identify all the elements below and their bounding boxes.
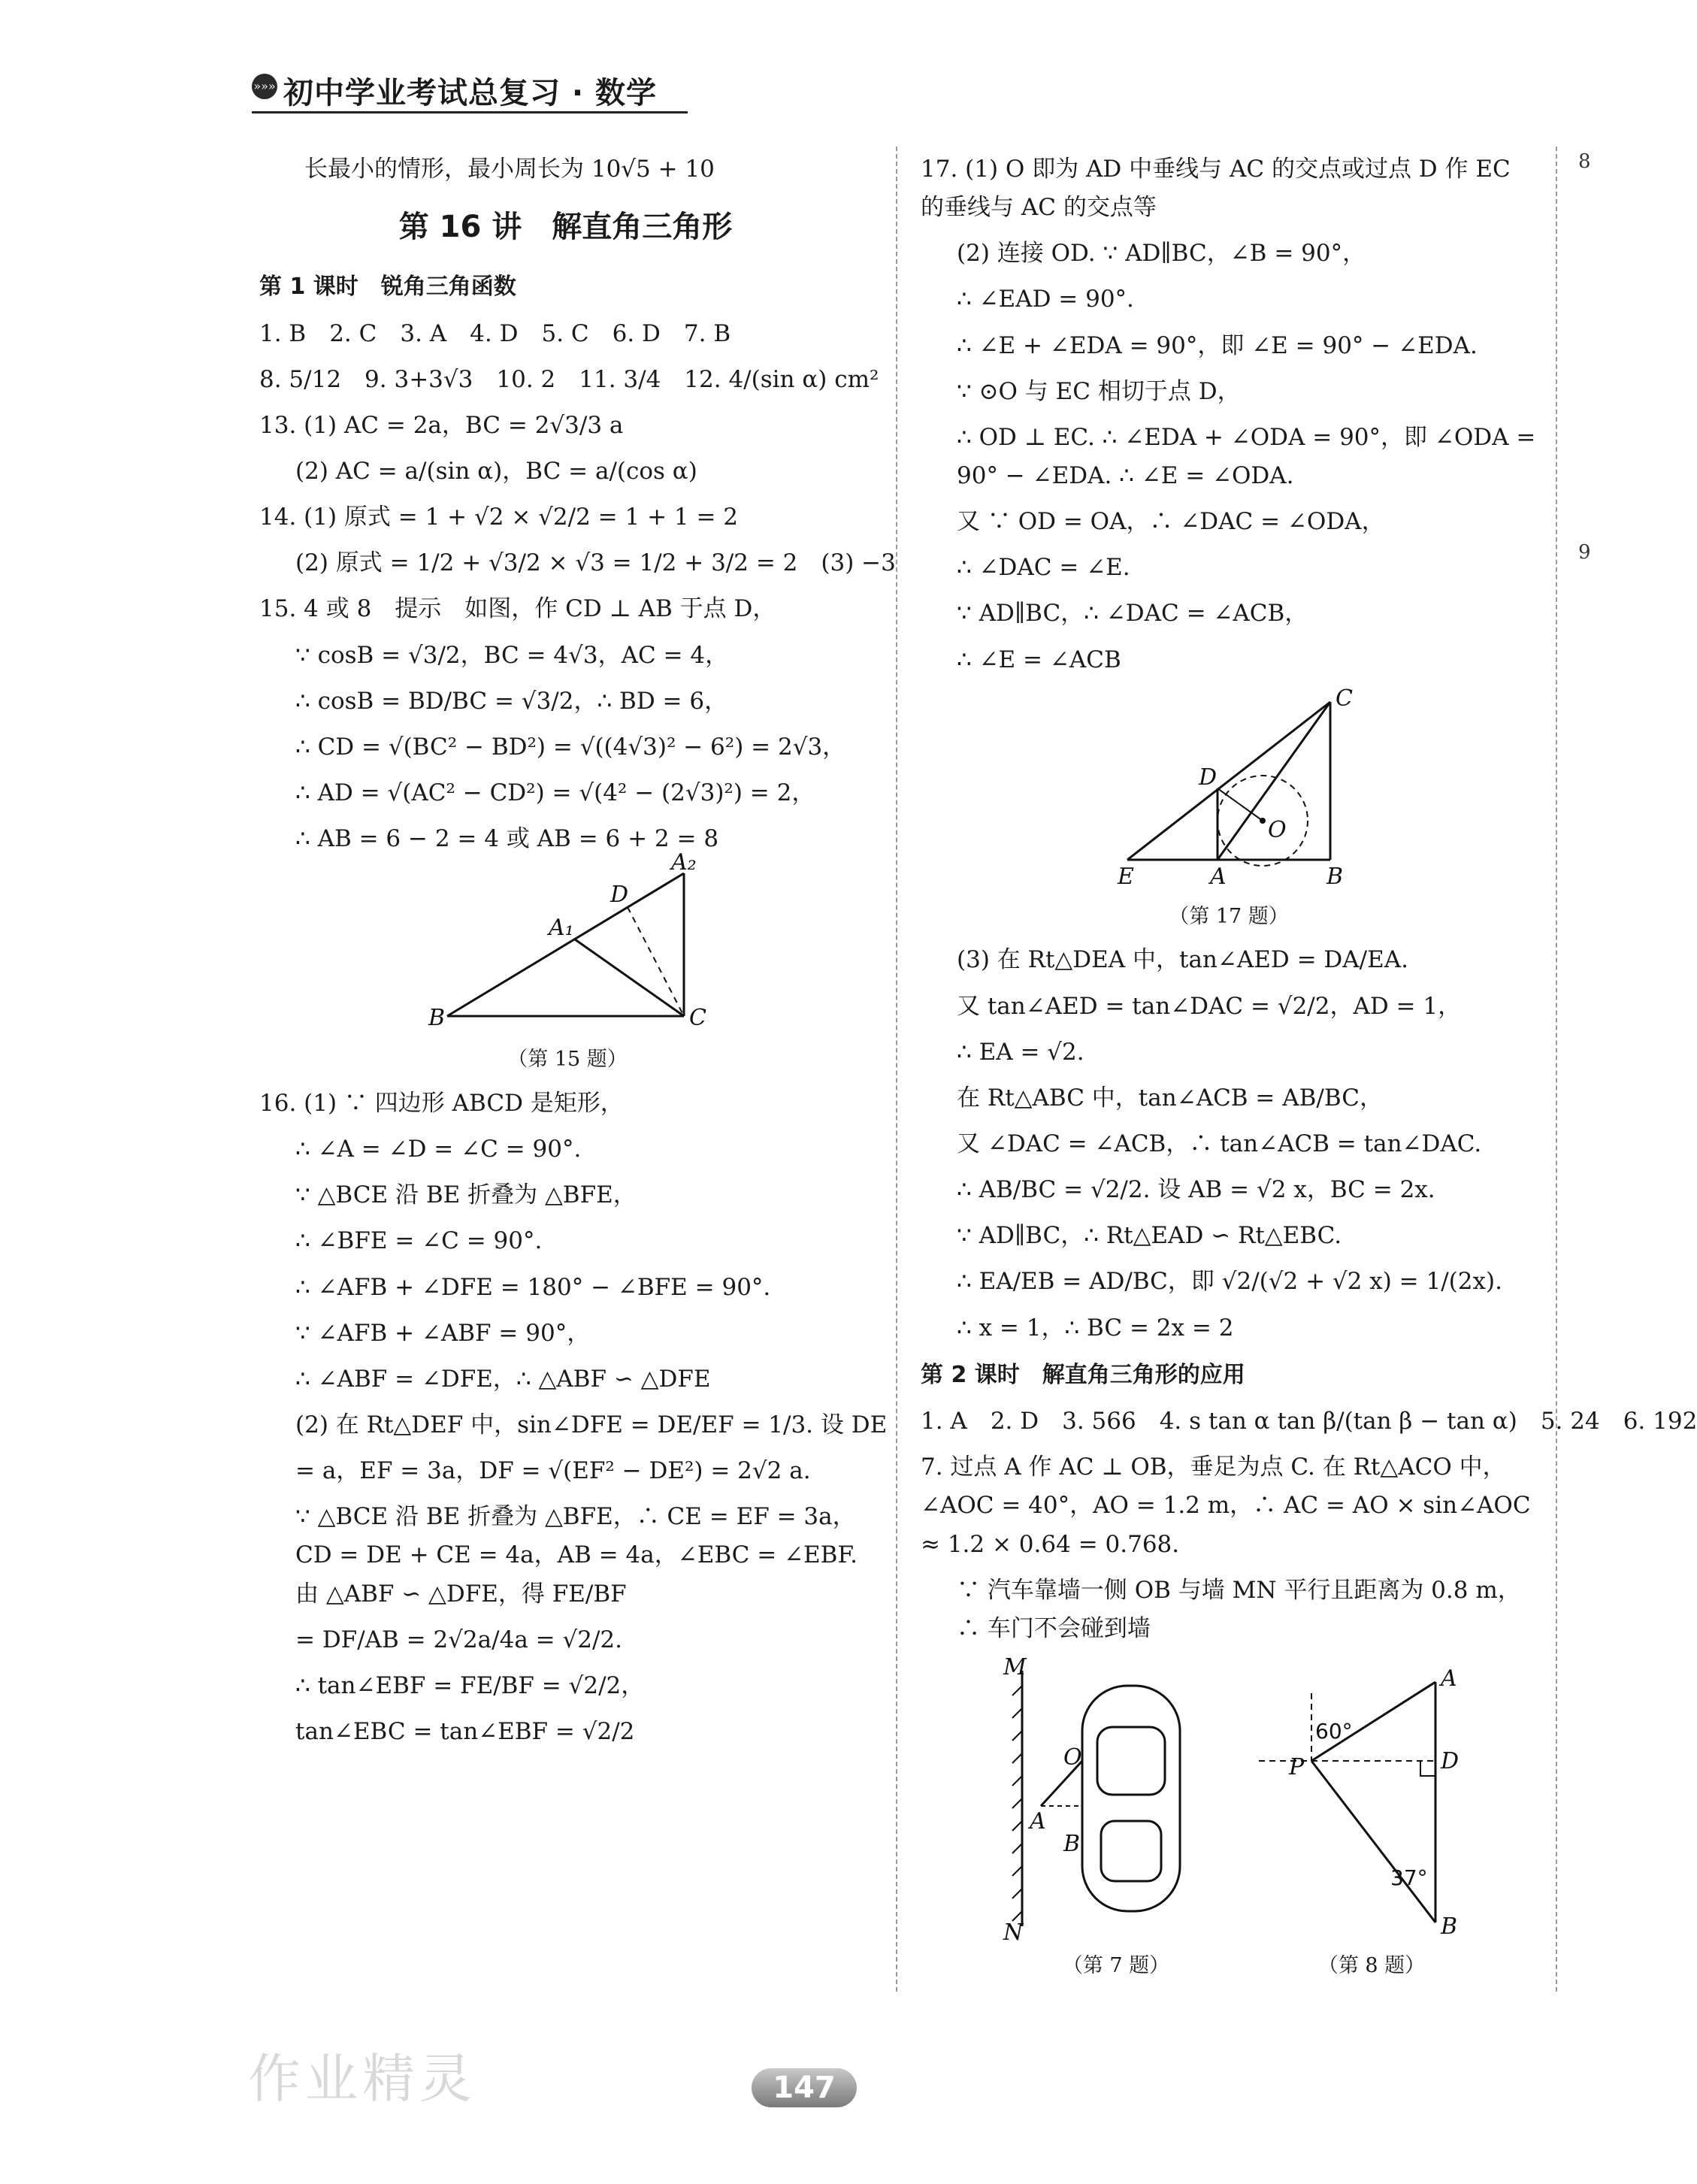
answer-14-1: 14. (1) 原式 = 1 + √2 × √2/2 = 1 + 1 = 2 [259, 504, 739, 531]
figure-7-caption: （第 7 题） [1062, 1954, 1170, 1978]
column-divider [896, 147, 897, 1992]
answer-17-14: 在 Rt△ABC 中，tan∠ACB = AB/BC， [957, 1084, 1383, 1112]
figure-17 [921, 687, 1537, 934]
answer-15-3: ∴ cosB = BD/BC = √3/2，∴ BD = 6， [295, 687, 728, 715]
fig17-label-e: E [1118, 863, 1134, 890]
figure-7-diagram [921, 1653, 1537, 1946]
answer-17-16: ∴ AB/BC = √2/2. 设 AB = √2 x，BC = 2x. [957, 1176, 1435, 1204]
fig15-label-b: B [428, 1005, 446, 1032]
answers-8-12: 8. 5/12 9. 3+3√3 10. 2 11. 3/4 12. 4/(sin α) cm² [259, 365, 879, 393]
answer-16-2: ∴ ∠A = ∠D = ∠C = 90°. [295, 1136, 582, 1163]
fig17-label-b: B [1326, 863, 1344, 890]
answers-1-7: 1. B 2. C 3. A 4. D 5. C 6. D 7. B [259, 319, 731, 347]
page-header [252, 66, 688, 114]
answer-17-11: (3) 在 Rt△DEA 中，tan∠AED = DA/EA. [957, 946, 1408, 974]
answer-17-10: ∴ ∠E = ∠ACB [957, 646, 1121, 673]
answer-16-13: tan∠EBC = tan∠EBF = √2/2 [295, 1717, 635, 1745]
answer-16-8: (2) 在 Rt△DEF 中，sin∠DFE = DE/EF = 1/3. 设 DE [295, 1411, 888, 1438]
fig8-label-d: D [1441, 1747, 1460, 1774]
fig8-angle-60: 60° [1315, 1718, 1353, 1744]
answer-15-6: ∴ AB = 6 − 2 = 4 或 AB = 6 + 2 = 8 [295, 825, 719, 853]
left-column [259, 143, 896, 1759]
figure-15-diagram [259, 849, 872, 1069]
answer-16-5: ∴ ∠AFB + ∠DFE = 180° − ∠BFE = 90°. [295, 1273, 771, 1301]
answer-15-2: ∵ cosB = √3/2，BC = 4√3，AC = 4， [295, 641, 729, 669]
answer-15-4: ∴ CD = √(BC² − BD²) = √((4√3)² − 6²) = 2√3， [295, 733, 846, 761]
answer-16-1: 16. (1) ∵ 四边形 ABCD 是矩形， [259, 1090, 624, 1118]
header-badge-icon: »»» [252, 74, 277, 99]
column-divider-right [1556, 147, 1557, 1992]
fig7-label-m: M [1003, 1653, 1027, 1680]
fig15-label-a2: A₂ [671, 849, 697, 876]
answer-16-12: ∴ tan∠EBF = FE/BF = √2/2， [295, 1671, 645, 1699]
answer-17-19: ∴ x = 1，∴ BC = 2x = 2 [957, 1314, 1234, 1342]
fig7-label-o: O [1063, 1744, 1082, 1771]
fig17-label-o: O [1268, 816, 1287, 843]
intro-line: 长最小的情形，最小周长为 10√5 + 10 [304, 156, 715, 183]
answers-r-1-6: 1. A 2. D 3. 566 4. s tan α tan β/(tan β − tan α) 5. 24 6. 192 [921, 1408, 1697, 1435]
answer-17-1: 17. (1) O 即为 AD 中垂线与 AC 的交点或过点 D 作 EC 的垂线与 AC 的交点等 [921, 156, 1511, 222]
figure-17-diagram [921, 687, 1537, 897]
answer-16-7: ∴ ∠ABF = ∠DFE，∴ △ABF ∽ △DFE [295, 1365, 711, 1393]
edge-mark: 9 [1578, 541, 1591, 564]
answer-16-6: ∵ ∠AFB + ∠ABF = 90°， [295, 1319, 591, 1347]
answer-17-12: 又 tan∠AED = tan∠DAC = √2/2，AD = 1， [957, 992, 1462, 1020]
figure-15 [259, 849, 872, 1077]
answer-17-7: 又 ∵ OD = OA，∴ ∠DAC = ∠ODA， [957, 508, 1385, 536]
answer-17-8: ∴ ∠DAC = ∠E. [957, 554, 1130, 582]
answer-17-13: ∴ EA = √2. [957, 1038, 1084, 1066]
header-rule [252, 111, 688, 113]
page-number: 147 [752, 2068, 857, 2107]
answer-17-15: 又 ∠DAC = ∠ACB，∴ tan∠ACB = tan∠DAC. [957, 1130, 1482, 1157]
answer-14-2: (2) 原式 = 1/2 + √3/2 × √3 = 1/2 + 3/2 = 2 (3) −3 [295, 549, 896, 577]
fig17-label-c: C [1336, 685, 1353, 712]
answer-17-2: (2) 连接 OD. ∵ AD∥BC，∠B = 90°， [957, 240, 1366, 268]
fig17-label-a: A [1210, 863, 1227, 890]
answer-16-10: ∵ △BCE 沿 BE 折叠为 △BFE，∴ CE = EF = 3a，CD = DE + CE = 4a，AB = 4a，∠EBC = ∠EBF. 由 △ABF ∽ △DFE，得 FE/BF [295, 1503, 858, 1608]
fig8-label-p: P [1289, 1753, 1305, 1780]
edge-mark: 8 [1578, 150, 1591, 173]
answer-7-2: ∵ 汽车靠墙一侧 OB 与墙 MN 平行且距离为 0.8 m，∴ 车门不会碰到墙 [957, 1576, 1521, 1642]
fig15-label-c: C [689, 1005, 706, 1032]
fig17-label-d: D [1199, 764, 1218, 791]
lecture-title: 第 16 讲 解直角三角形 [398, 210, 733, 245]
answer-16-4: ∴ ∠BFE = ∠C = 90°. [295, 1227, 543, 1255]
fig15-label-a1: A₁ [549, 915, 574, 942]
lesson-2-heading: 第 2 课时 解直角三角形的应用 [921, 1361, 1245, 1388]
figure-8-caption: （第 8 题） [1317, 1954, 1426, 1978]
watermark: 作业精灵 [248, 2048, 476, 2110]
answer-17-17: ∵ AD∥BC，∴ Rt△EAD ∽ Rt△EBC. [957, 1222, 1342, 1250]
answer-15-5: ∴ AD = √(AC² − CD²) = √(4² − (2√3)²) = 2， [295, 779, 815, 807]
fig7-label-n: N [1003, 1919, 1024, 1946]
answer-16-3: ∵ △BCE 沿 BE 折叠为 △BFE， [295, 1181, 637, 1209]
fig7-label-b: B [1063, 1830, 1081, 1857]
lesson-1-heading: 第 1 课时 锐角三角函数 [259, 274, 516, 301]
answer-15-1: 15. 4 或 8 提示 如图，作 CD ⊥ AB 于点 D， [259, 595, 776, 623]
fig17-center-dot [1260, 818, 1266, 824]
answer-17-3: ∴ ∠EAD = 90°. [957, 286, 1134, 313]
answer-7-1: 7. 过点 A 作 AC ⊥ OB，垂足为点 C. 在 Rt△ACO 中，∠AOC = 40°，AO = 1.2 m，∴ AC = AO × sin∠AOC ≈ 1.2 × 0.64 = 0.768. [921, 1453, 1531, 1558]
figure-17-caption: （第 17 题） [1169, 904, 1289, 928]
answer-17-4: ∴ ∠E + ∠EDA = 90°，即 ∠E = 90° − ∠EDA. [957, 331, 1478, 359]
fig8-label-a: A [1441, 1665, 1457, 1692]
fig8-angle-37: 37° [1390, 1865, 1428, 1890]
header-title: 初中学业考试总复习 · 数学 [283, 76, 658, 110]
right-column [921, 143, 1697, 1979]
answer-17-9: ∵ AD∥BC，∴ ∠DAC = ∠ACB， [957, 600, 1308, 628]
fig8-label-b: B [1441, 1913, 1458, 1940]
answer-13-2: (2) AC = a/(sin α)，BC = a/(cos α) [295, 458, 697, 486]
answer-13-1: 13. (1) AC = 2a，BC = 2√3/3 a [259, 411, 624, 439]
figures-7-8 [921, 1653, 1537, 1978]
figure-15-caption: （第 15 题） [507, 1048, 628, 1072]
fig7-label-a: A [1030, 1807, 1046, 1835]
answer-17-18: ∴ EA/EB = AD/BC，即 √2/(√2 + √2 x) = 1/(2x). [957, 1268, 1502, 1296]
answer-16-11: = DF/AB = 2√2a/4a = √2/2. [295, 1626, 622, 1653]
answer-16-9: = a，EF = 3a，DF = √(EF² − DE²) = 2√2 a. [295, 1457, 811, 1485]
answer-17-6: ∴ OD ⊥ EC. ∴ ∠EDA + ∠ODA = 90°，即 ∠ODA = 90° − ∠EDA. ∴ ∠E = ∠ODA. [957, 423, 1536, 489]
fig15-label-d: D [610, 882, 629, 909]
answer-17-5: ∵ ⊙O 与 EC 相切于点 D， [957, 377, 1241, 405]
